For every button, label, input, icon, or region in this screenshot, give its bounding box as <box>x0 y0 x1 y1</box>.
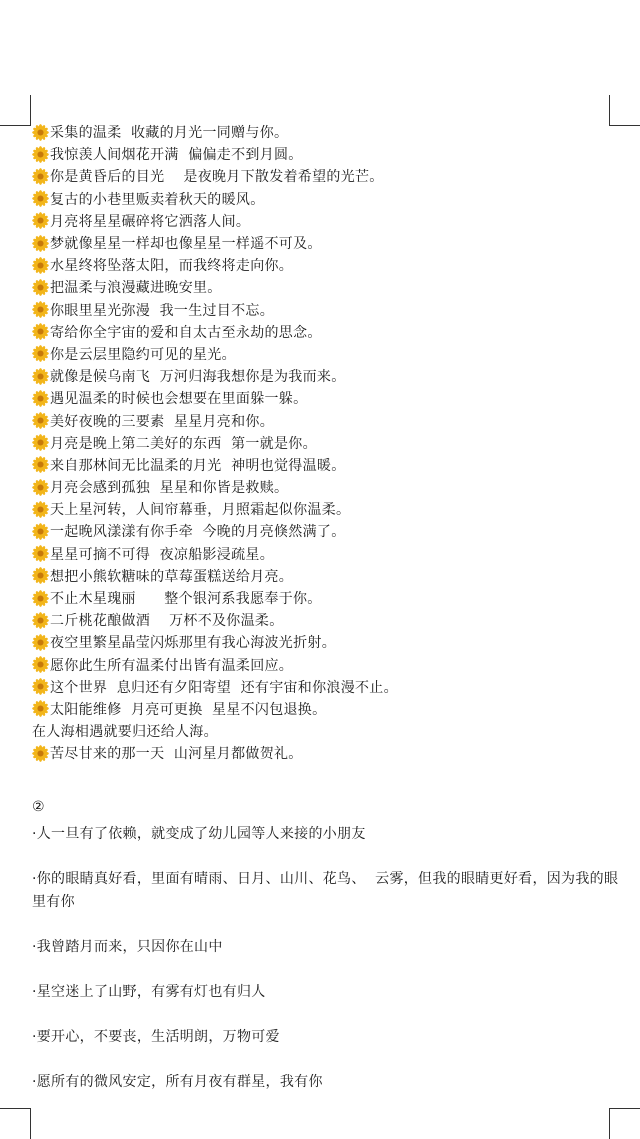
quote-line <box>32 631 622 653</box>
quote-line <box>32 698 622 720</box>
sunflower-icon <box>32 323 49 340</box>
paragraph: ·你的眼睛真好看，里面有晴雨、日月、山川、花鸟、 云雾，但我的眼睛更好看，因为我的眼里有你 <box>32 871 619 911</box>
paragraph: ·星空迷上了山野，有雾有灯也有归人 <box>32 984 266 1001</box>
quote-text: 梦就像星星一样却也像星星一样遥不可及。 <box>50 236 322 253</box>
quote-line <box>32 720 622 742</box>
quote-line <box>32 232 622 254</box>
quote-text: 苦尽甘来的那一天 山河星月都做贺礼。 <box>50 746 303 763</box>
sunflower-icon <box>32 678 49 695</box>
sunflower-icon <box>32 612 49 629</box>
quote-line <box>32 409 622 431</box>
paragraph: ·要开心，不要丧，生活明朗，万物可爱 <box>32 1029 280 1046</box>
quote-text: 天上星河转，人间帘幕垂，月照霜起似你温柔。 <box>50 502 351 519</box>
quote-line <box>32 476 622 498</box>
quote-text: 你是云层里隐约可见的星光。 <box>50 346 236 363</box>
quote-line <box>32 676 622 698</box>
sunflower-icon <box>32 434 49 451</box>
quote-text: 二斤桃花酿做酒 万杯不及你温柔。 <box>50 613 284 630</box>
quote-line <box>32 587 622 609</box>
sunflower-icon <box>32 545 49 562</box>
quote-line <box>32 321 622 343</box>
sunflower-icon <box>32 412 49 429</box>
quote-line <box>32 432 622 454</box>
sunflower-icon <box>32 368 49 385</box>
paragraph: ·愿所有的微风安定，所有月夜有群星，我有你 <box>32 1074 323 1091</box>
crop-mark-bottom-right <box>609 1108 640 1139</box>
sunflower-icon <box>32 168 49 185</box>
quote-text: 你是黄昏后的目光 是夜晚月下散发着希望的光芒。 <box>50 169 384 186</box>
sunflower-icon <box>32 567 49 584</box>
quote-text: 美好夜晚的三要素 星星月亮和你。 <box>50 413 274 430</box>
sunflower-icon <box>32 124 49 141</box>
quote-text: 月亮会感到孤独 星星和你皆是救赎。 <box>50 480 289 497</box>
crop-mark-top-left <box>0 95 31 126</box>
sunflower-icon <box>32 212 49 229</box>
quote-text: 水星终将坠落太阳，而我终将走向你。 <box>50 258 294 275</box>
quote-line <box>32 654 622 676</box>
quote-text: 把温柔与浪漫藏进晚安里。 <box>50 280 222 297</box>
quote-line <box>32 165 622 187</box>
quote-line <box>32 365 622 387</box>
sunflower-icon <box>32 501 49 518</box>
quote-text: 采集的温柔 收藏的月光一同赠与你。 <box>50 125 289 142</box>
quote-line <box>32 565 622 587</box>
quote-text: 星星可摘不可得 夜凉船影浸疏星。 <box>50 546 274 563</box>
sunflower-icon <box>32 590 49 607</box>
quote-line <box>32 742 622 764</box>
sunflower-icon <box>32 390 49 407</box>
quote-line <box>32 299 622 321</box>
quote-text: 月亮将星星碾碎将它洒落人间。 <box>50 213 251 230</box>
quote-text: 我惊羡人间烟花开满 偏偏走不到月圆。 <box>50 147 303 164</box>
quote-text: 愿你此生所有温柔付出皆有温柔回应。 <box>50 657 294 674</box>
quote-line <box>32 520 622 542</box>
sunflower-icon <box>32 745 49 762</box>
quote-list <box>32 121 622 764</box>
paragraph: ·人一旦有了依赖，就变成了幼儿园等人来接的小朋友 <box>32 826 366 843</box>
quote-text: 来自那林间无比温柔的月光 神明也觉得温暖。 <box>50 457 346 474</box>
quote-line <box>32 210 622 232</box>
crop-mark-bottom-left <box>0 1108 31 1139</box>
quote-line <box>32 498 622 520</box>
quote-text: 不止木星瑰丽 整个银河系我愿奉于你。 <box>50 591 322 608</box>
quote-text: 想把小熊软糖味的草莓蛋糕送给月亮。 <box>50 568 294 585</box>
quote-line <box>32 454 622 476</box>
quote-line <box>32 609 622 631</box>
quote-line <box>32 143 622 165</box>
quote-text: 太阳能维修 月亮可更换 星星不闪包退换。 <box>50 701 327 718</box>
sunflower-icon <box>32 656 49 673</box>
section-marker: ② <box>32 799 45 816</box>
sunflower-icon <box>32 345 49 362</box>
sunflower-icon <box>32 279 49 296</box>
quote-line <box>32 343 622 365</box>
quote-text: 你眼里星光弥漫 我一生过目不忘。 <box>50 302 274 319</box>
quote-text: 一起晚风漾漾有你手牵 今晚的月亮倏然满了。 <box>50 524 346 541</box>
quote-text: 月亮是晚上第二美好的东西 第一就是你。 <box>50 435 317 452</box>
quote-text: 夜空里繁星晶莹闪烁那里有我心海波光折射。 <box>50 635 336 652</box>
sunflower-icon <box>32 235 49 252</box>
sunflower-icon <box>32 523 49 540</box>
paragraph: ·我曾踏月而来，只因你在山中 <box>32 939 223 956</box>
paragraph-list <box>32 823 622 1094</box>
sunflower-icon <box>32 700 49 717</box>
document-body <box>32 121 622 1094</box>
quote-text: 复古的小巷里贩卖着秋天的暖风。 <box>50 191 265 208</box>
quote-line <box>32 254 622 276</box>
sunflower-icon <box>32 456 49 473</box>
quote-text: 在人海相遇就要归还给人海。 <box>32 724 218 741</box>
sunflower-icon <box>32 634 49 651</box>
sunflower-icon <box>32 190 49 207</box>
quote-text: 这个世界 息归还有夕阳寄望 还有宇宙和你浪漫不止。 <box>50 679 398 696</box>
quote-line <box>32 121 622 143</box>
quote-line <box>32 188 622 210</box>
quote-line <box>32 276 622 298</box>
sunflower-icon <box>32 479 49 496</box>
quote-text: 遇见温柔的时候也会想要在里面躲一躲。 <box>50 391 308 408</box>
sunflower-icon <box>32 257 49 274</box>
sunflower-icon <box>32 301 49 318</box>
quote-line <box>32 387 622 409</box>
quote-line <box>32 543 622 565</box>
quote-text: 寄给你全宇宙的爱和自太古至永劫的思念。 <box>50 324 322 341</box>
quote-text: 就像是候乌南飞 万河归海我想你是为我而来。 <box>50 369 346 386</box>
sunflower-icon <box>32 146 49 163</box>
